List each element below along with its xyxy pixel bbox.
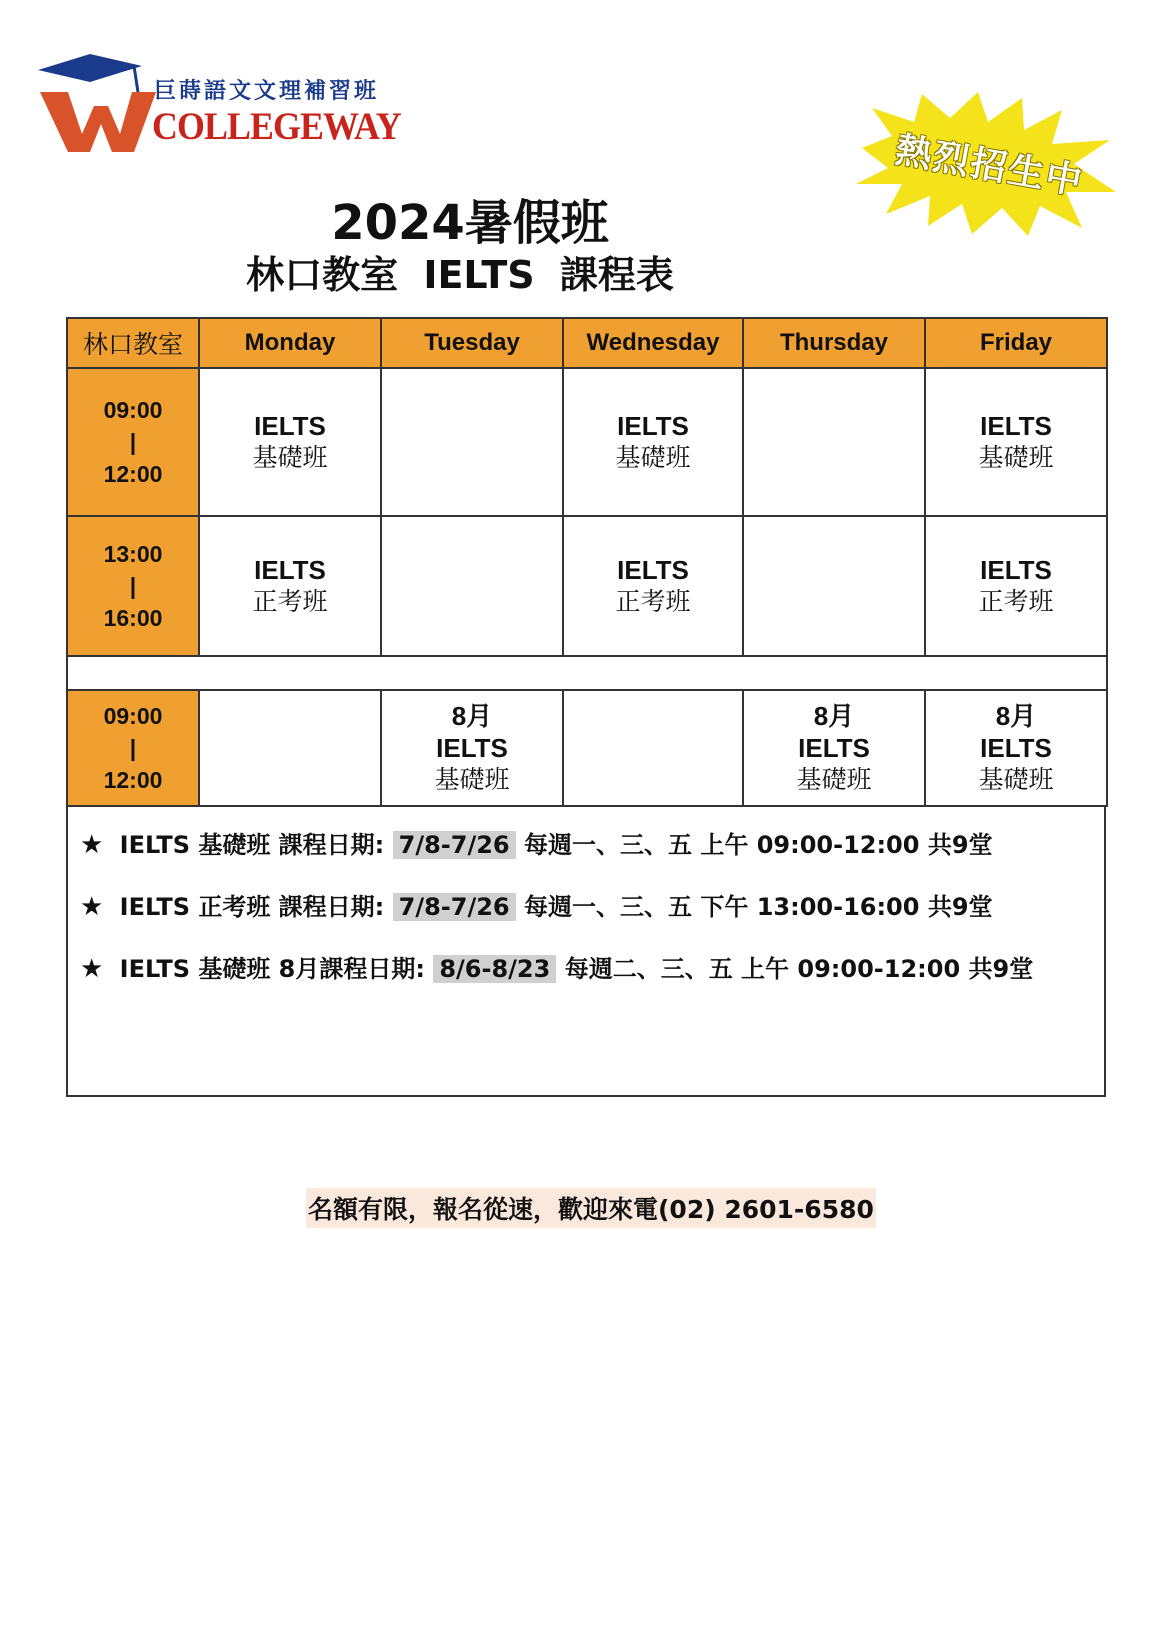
time-slot <box>67 368 199 516</box>
class-cell <box>563 368 743 516</box>
note-detail: 每週一、三、五 下午 13:00-16:00 共9堂 <box>524 893 993 921</box>
class-cell <box>743 690 925 806</box>
note-dates: 7/8-7/26 <box>393 893 516 921</box>
note-line <box>80 825 993 860</box>
star-icon: ★ <box>80 830 104 860</box>
class-level: 基礎班 <box>978 765 1054 794</box>
time-start: 09:00 <box>103 397 163 423</box>
graduation-cap-w-icon <box>38 54 158 164</box>
class-level: 基礎班 <box>796 765 872 794</box>
day-header: Thursday <box>743 318 925 368</box>
schedule-row <box>67 368 1107 516</box>
collegeway-logo <box>38 54 408 164</box>
page-title: 2024暑假班 <box>331 195 609 251</box>
note-dates: 7/8-7/26 <box>393 831 516 859</box>
star-icon: ★ <box>80 892 104 922</box>
day-header: Tuesday <box>381 318 563 368</box>
spacer-cell <box>67 656 1107 690</box>
class-level: 基礎班 <box>615 443 691 472</box>
class-month: 8月 <box>995 701 1037 731</box>
class-cell <box>925 516 1107 656</box>
note-dates: 8/6-8/23 <box>433 955 556 983</box>
class-level: 正考班 <box>615 587 691 616</box>
class-level: 基礎班 <box>978 443 1054 472</box>
note-label: IELTS 基礎班 課程日期: <box>119 831 385 859</box>
schedule-table <box>66 317 1108 807</box>
class-name: IELTS <box>980 555 1052 585</box>
class-name: IELTS <box>617 411 689 441</box>
class-name: IELTS <box>980 733 1052 763</box>
note-line <box>80 887 993 922</box>
class-name: IELTS <box>980 411 1052 441</box>
class-name: IELTS <box>436 733 508 763</box>
time-separator: | <box>129 573 137 599</box>
class-cell <box>381 368 563 516</box>
time-separator: | <box>129 735 137 761</box>
class-name: IELTS <box>254 555 326 585</box>
class-cell <box>199 690 381 806</box>
class-cell <box>743 516 925 656</box>
class-level: 基礎班 <box>252 443 328 472</box>
logo-english-name: COLLEGEWAY <box>152 105 401 148</box>
badge-text: 熱烈招生中 <box>892 129 1087 204</box>
class-cell <box>925 690 1107 806</box>
class-level: 正考班 <box>978 587 1054 616</box>
note-detail: 每週二、三、五 上午 09:00-12:00 共9堂 <box>564 955 1034 983</box>
time-end: 12:00 <box>103 461 163 487</box>
class-name: IELTS <box>254 411 326 441</box>
schedule-row <box>67 516 1107 656</box>
note-label: IELTS 正考班 課程日期: <box>119 893 385 921</box>
course-notes <box>66 807 1106 1097</box>
class-cell <box>381 516 563 656</box>
time-start: 09:00 <box>103 703 163 729</box>
class-level: 正考班 <box>252 587 328 616</box>
class-cell <box>199 516 381 656</box>
class-cell <box>199 368 381 516</box>
class-cell <box>563 690 743 806</box>
class-name: IELTS <box>798 733 870 763</box>
schedule-row <box>67 690 1107 806</box>
class-name: IELTS <box>617 555 689 585</box>
day-header: Wednesday <box>563 318 743 368</box>
note-line <box>80 949 1033 984</box>
day-header: Monday <box>199 318 381 368</box>
time-slot <box>67 516 199 656</box>
time-end: 16:00 <box>103 605 163 631</box>
time-start: 13:00 <box>103 541 163 567</box>
page-subtitle: 林口教室 IELTS 課程表 <box>246 253 674 297</box>
class-level: 基礎班 <box>434 765 510 794</box>
class-month: 8月 <box>451 701 493 731</box>
note-detail: 每週一、三、五 上午 09:00-12:00 共9堂 <box>524 831 993 859</box>
class-cell <box>563 516 743 656</box>
time-slot <box>67 690 199 806</box>
star-icon: ★ <box>80 954 104 984</box>
header-row <box>67 318 1107 368</box>
contact-footer: 名額有限，報名從速，歡迎來電(02) 2601-6580 <box>306 1188 876 1228</box>
class-cell <box>743 368 925 516</box>
corner-label: 林口教室 <box>67 318 199 368</box>
time-end: 12:00 <box>103 767 163 793</box>
time-separator: | <box>129 429 137 455</box>
logo-chinese-name: 巨蒔語文文理補習班 <box>154 78 380 104</box>
class-cell <box>925 368 1107 516</box>
class-month: 8月 <box>813 701 855 731</box>
day-header: Friday <box>925 318 1107 368</box>
note-label: IELTS 基礎班 8月課程日期: <box>119 955 425 983</box>
spacer-row <box>67 656 1107 690</box>
class-cell <box>381 690 563 806</box>
